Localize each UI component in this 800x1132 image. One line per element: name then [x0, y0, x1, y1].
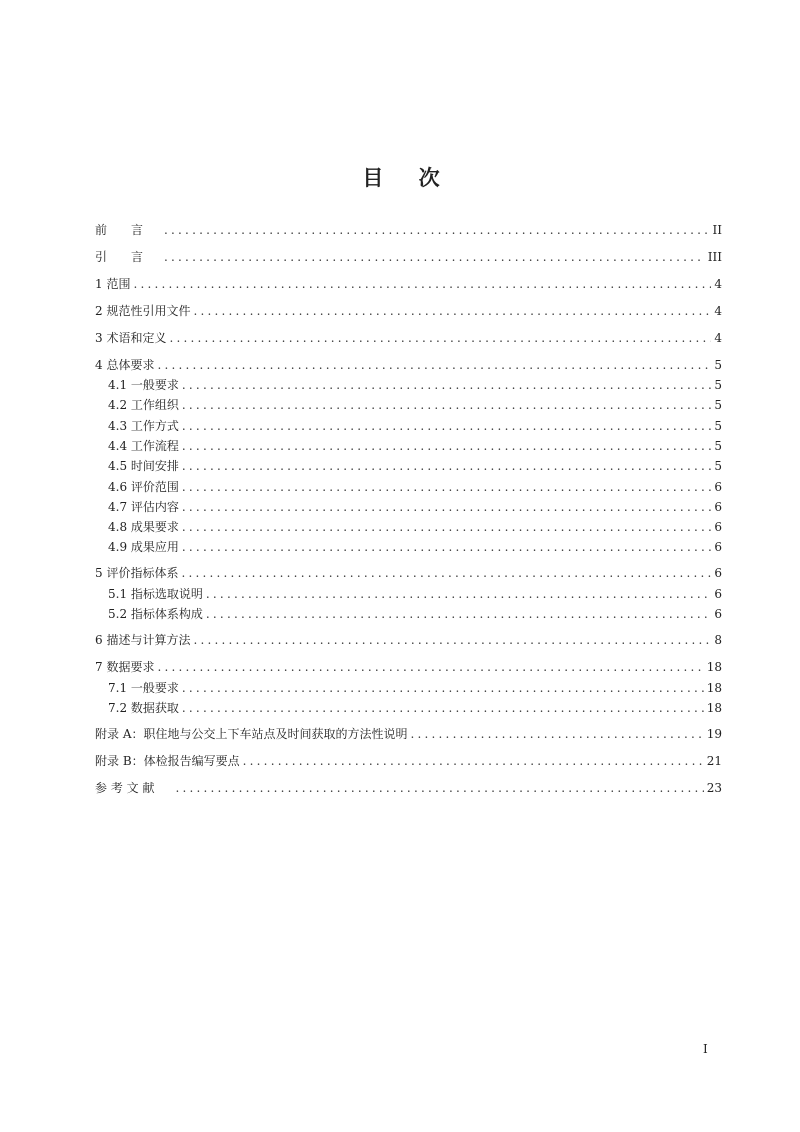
toc-entry-label: 附录 A：职住地与公交上下车站点及时间获取的方法性说明	[95, 727, 408, 741]
toc-entry[interactable]	[95, 780, 722, 796]
dot-leader	[182, 438, 711, 454]
dot-leader	[182, 539, 711, 555]
dot-leader	[157, 357, 711, 373]
toc-entry[interactable]	[95, 726, 722, 742]
toc-entry[interactable]	[108, 606, 722, 622]
toc-entry-label: 参 考 文 献	[95, 781, 155, 795]
toc-entry[interactable]	[95, 276, 722, 292]
toc-entry[interactable]	[108, 499, 722, 515]
toc-entry-page: 4	[714, 304, 722, 318]
toc-entry[interactable]	[108, 438, 722, 454]
dot-leader	[133, 276, 711, 292]
toc-entry-page: 5	[714, 398, 722, 412]
toc-entry-label: 4 总体要求	[95, 358, 155, 372]
toc-entry[interactable]	[108, 700, 722, 716]
toc-entry-label: 7 数据要求	[95, 660, 155, 674]
toc-entry-page: 6	[714, 607, 722, 621]
dot-leader	[206, 606, 711, 622]
toc-entry-page: 6	[714, 520, 722, 534]
toc-entry-page: 18	[706, 681, 722, 695]
toc-entry-page: 6	[714, 587, 722, 601]
page-number: I	[703, 1042, 708, 1056]
toc-entry-label: 4.7 评估内容	[108, 500, 179, 514]
toc-entry[interactable]	[108, 377, 722, 393]
toc-entry-page: 6	[714, 540, 722, 554]
dot-leader	[182, 519, 711, 535]
toc-entry[interactable]	[95, 222, 722, 238]
toc-entry-page: 6	[714, 500, 722, 514]
toc-entry[interactable]	[95, 303, 722, 319]
toc-entry[interactable]	[108, 519, 722, 535]
toc-entry-label: 2 规范性引用文件	[95, 304, 191, 318]
toc-entry-label: 7.1 一般要求	[108, 681, 179, 695]
toc-entry[interactable]	[108, 418, 722, 434]
toc-entry-label: 3 术语和定义	[95, 331, 167, 345]
dot-leader	[206, 586, 711, 602]
toc-entry-label: 4.2 工作组织	[108, 398, 179, 412]
toc-entry-label: 前 言	[95, 223, 144, 237]
toc-entry-label: 附录 B：体检报告编写要点	[95, 754, 240, 768]
toc-entry-label: 引 言	[95, 250, 144, 264]
toc-entry-label: 7.2 数据获取	[108, 701, 179, 715]
toc-entry-label: 5.1 指标选取说明	[108, 587, 203, 601]
dot-leader	[157, 659, 703, 675]
dot-leader	[182, 418, 711, 434]
toc-entry-page: 5	[714, 358, 722, 372]
toc-entry[interactable]	[108, 458, 722, 474]
toc-entry-page: 5	[714, 378, 722, 392]
dot-leader	[181, 565, 711, 581]
toc-entry-label: 4.8 成果要求	[108, 520, 179, 534]
toc-entry[interactable]	[108, 397, 722, 413]
dot-leader	[164, 249, 705, 265]
toc-entry[interactable]	[108, 479, 722, 495]
page-title: 目 次	[362, 165, 454, 190]
dot-leader	[193, 303, 711, 319]
toc-entry-label: 4.9 成果应用	[108, 540, 179, 554]
dot-leader	[182, 397, 711, 413]
toc-entry[interactable]	[95, 632, 722, 648]
dot-leader	[182, 680, 704, 696]
toc-entry-page: 6	[714, 566, 722, 580]
toc-entry[interactable]	[108, 680, 722, 696]
toc-entry[interactable]	[108, 586, 722, 602]
toc-entry-label: 5 评价指标体系	[95, 566, 179, 580]
toc-entry-page: 4	[714, 331, 722, 345]
toc-entry[interactable]	[95, 659, 722, 675]
dot-leader	[193, 632, 711, 648]
toc-entry-label: 4.3 工作方式	[108, 419, 179, 433]
toc-entry-page: 8	[714, 633, 722, 647]
toc-entry[interactable]	[95, 753, 722, 769]
toc-entry-page: 5	[714, 419, 722, 433]
toc-entry-page: 23	[706, 781, 722, 795]
toc-entry-page: 5	[714, 439, 722, 453]
dot-leader	[182, 377, 711, 393]
dot-leader	[410, 726, 703, 742]
toc-entry-label: 1 范围	[95, 277, 131, 291]
toc-entry-page: 18	[706, 660, 722, 674]
dot-leader	[169, 330, 711, 346]
toc-entry-label: 4.4 工作流程	[108, 439, 179, 453]
dot-leader	[182, 458, 711, 474]
toc-entry-label: 4.1 一般要求	[108, 378, 179, 392]
dot-leader	[164, 222, 710, 238]
toc-entry[interactable]	[95, 565, 722, 581]
dot-leader	[243, 753, 704, 769]
dot-leader	[175, 780, 703, 796]
toc-entry-page: 6	[714, 480, 722, 494]
toc-entry-page: 5	[714, 459, 722, 473]
toc-entry-page: III	[707, 250, 722, 264]
toc-entry-page: 19	[706, 727, 722, 741]
dot-leader	[182, 479, 711, 495]
toc-entry-label: 4.5 时间安排	[108, 459, 179, 473]
toc-entry-page: 4	[714, 277, 722, 291]
toc-entry-page: II	[712, 223, 722, 237]
toc-entry-label: 4.6 评价范围	[108, 480, 179, 494]
dot-leader	[182, 700, 704, 716]
toc-entry-label: 6 描述与计算方法	[95, 633, 191, 647]
toc-entry[interactable]	[95, 330, 722, 346]
toc-entry[interactable]	[108, 539, 722, 555]
toc-entry-page: 18	[706, 701, 722, 715]
toc-entry-page: 21	[706, 754, 722, 768]
toc-entry[interactable]	[95, 357, 722, 373]
dot-leader	[182, 499, 711, 515]
toc-entry-label: 5.2 指标体系构成	[108, 607, 203, 621]
toc-entry[interactable]	[95, 249, 722, 265]
